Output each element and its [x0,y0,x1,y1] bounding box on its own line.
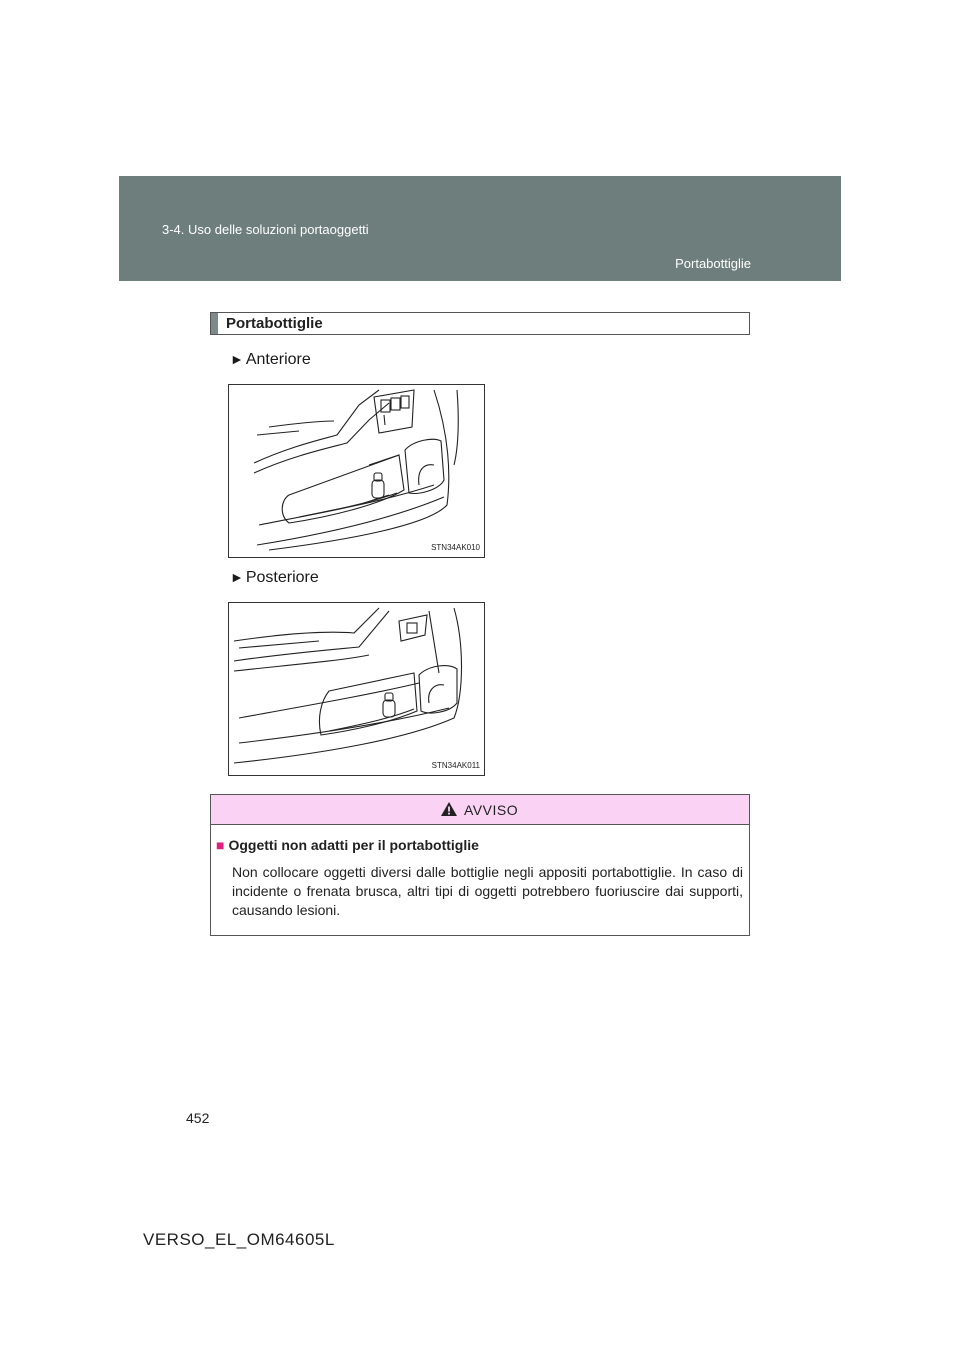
rear-door-illustration [229,603,484,775]
figure-code: STN34AK011 [431,761,480,770]
warning-box [210,794,750,936]
warning-triangle-icon [440,801,458,817]
rear-label [230,569,319,587]
square-bullet-icon: ■ [216,837,225,853]
warning-text: Non collocare oggetti diversi dalle bottiglie negli appositi portabottiglie. In caso di incidente o frenata brusca, altri tipi di oggetti potrebbero fuoriuscire dai supporti, causando lesioni. [232,864,743,918]
front-door-illustration [229,385,484,557]
warning-title: AVVISO [464,802,519,818]
arrow-right-icon: ► [230,351,244,367]
rear-label-text: Posteriore [245,569,319,586]
warning-heading-text: Oggetti non adatti per il portabottiglie [228,837,479,853]
page-number: 452 [186,1110,210,1126]
figure-code: STN34AK010 [431,543,480,552]
front-label [230,351,311,369]
front-bottle-holder-figure [228,384,485,558]
rear-bottle-holder-figure [228,602,485,776]
warning-body [211,825,749,920]
document-code: VERSO_EL_OM64605L [143,1230,335,1249]
page-header [119,176,841,281]
title-accent [211,313,218,334]
arrow-right-icon: ► [230,569,244,585]
topic-title-bar [210,312,750,335]
section-title: 3-4. Uso delle soluzioni portaoggetti [162,222,369,237]
warning-header [211,795,749,825]
subsection-title: Portabottiglie [675,256,751,271]
topic-title: Portabottiglie [226,315,323,332]
front-label-text: Anteriore [245,351,311,368]
warning-heading [216,837,743,853]
